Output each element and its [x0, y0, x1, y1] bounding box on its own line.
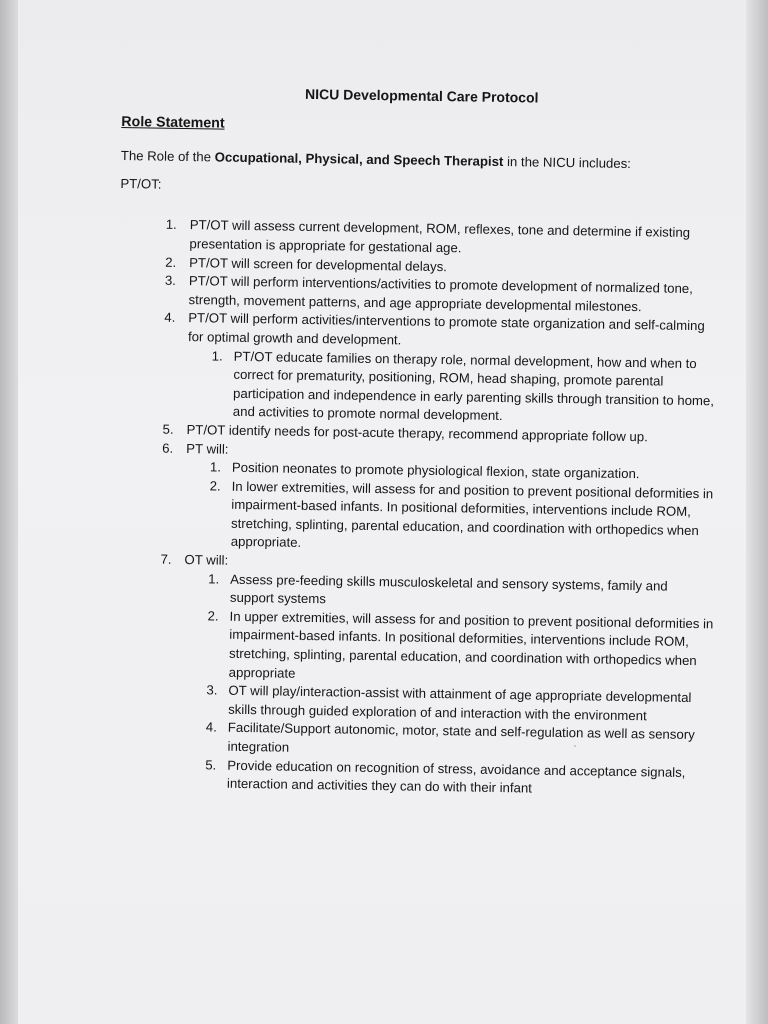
sub-item-number: 1.: [209, 459, 222, 475]
sub-item-text: Position neonates to promote physiological flexion, state organization.: [231, 459, 640, 482]
sub-list: [187, 347, 718, 430]
sub-list-item: [181, 756, 712, 802]
sub-item-number: 3.: [206, 682, 218, 698]
section-heading: Role Statement: [121, 113, 225, 132]
item-number: 4.: [164, 310, 176, 326]
sub-item-text: Assess pre-feeding skills musculoskeletal and sensory systems, family and support systems: [229, 571, 668, 607]
sub-item-number: 2.: [209, 478, 221, 494]
intro-prefix: The Role of the: [120, 148, 215, 165]
sub-item-number: 2.: [207, 608, 219, 624]
sub-item-text: In upper extremities, will assess for and position to prevent positional deformities in impairment-based infants. In positional deformities, interventions include ROM, stretching, splinting, parental education, and coordination with orthopedics when appropriate: [228, 608, 714, 681]
document-title: NICU Developmental Care Protocol: [305, 85, 539, 106]
sub-item-text: OT will play/interaction-assist with attainment of age appropriate developmental skills through guided exploration of and interaction with the environment: [228, 682, 692, 724]
sub-item-text: In lower extremities, will assess for and position to prevent positional deformities in impairment-based infants. In positional deformities, interventions include ROM, stretching, splinting, parental education, and coordination with orthopedics when appropriate.: [230, 478, 714, 551]
sub-list: [181, 570, 714, 801]
sub-item-text: Provide education on recognition of stress, avoidance and acceptance signals, interaction and activities they can do with their infant: [226, 757, 686, 796]
role-list: [111, 215, 720, 801]
scan-edge-left: [0, 0, 18, 1024]
list-item: [115, 438, 717, 559]
document-content: [111, 82, 722, 801]
sub-list: [185, 458, 716, 559]
scan-edge-right: [746, 0, 768, 1024]
intro-bold: Occupational, Physical, and Speech Therapist: [214, 149, 504, 170]
sub-item-number: 1.: [211, 347, 223, 364]
item-text: PT/OT will perform interventions/activities to promote development of normalized tone, strength, movement patterns, and age appropriate developmental milestones.: [188, 273, 693, 314]
item-text: PT/OT identify needs for post-acute therapy, recommend appropriate follow up.: [186, 421, 648, 445]
item-number: 3.: [164, 272, 177, 289]
item-number: 7.: [160, 551, 172, 567]
sub-list-item: [187, 347, 718, 430]
item-number: 5.: [162, 421, 174, 437]
group-label: PT/OT:: [120, 175, 162, 192]
intro-paragraph: [121, 147, 721, 175]
document-page: [18, 0, 746, 1024]
item-text: PT will:: [186, 440, 229, 457]
sub-item-text: Facilitate/Support autonomic, motor, state and self-regulation as well as sensory integration: [227, 720, 695, 755]
list-item: [111, 550, 715, 801]
list-item: [117, 308, 719, 429]
item-number: 6.: [162, 440, 174, 456]
sub-list-item: [185, 477, 716, 560]
item-text: PT/OT will assess current development, ROM, reflexes, tone and determine if existing presentation is appropriate for gestational age.: [189, 217, 691, 256]
item-text: OT will:: [184, 552, 229, 568]
sub-item-text: PT/OT educate families on therapy role, normal development, how and when to correct for prematurity, positioning, ROM, head shaping, promote parental participation and independence in early parenting skills through transition to home, and activities to promote normal development.: [232, 348, 715, 424]
sub-list-item: [183, 607, 714, 690]
intro-suffix: in the NICU includes:: [503, 154, 632, 172]
item-text: PT/OT will screen for developmental delays.: [189, 254, 448, 274]
sub-item-number: 1.: [208, 571, 220, 587]
sub-item-number: 4.: [205, 719, 217, 735]
sub-item-number: 5.: [205, 756, 217, 773]
item-number: 2.: [165, 254, 177, 270]
item-text: PT/OT will perform activities/interventions to promote state organization and self-calming for optimal growth and development.: [187, 310, 705, 348]
scan-speck: [574, 745, 576, 747]
item-number: 1.: [165, 217, 177, 233]
